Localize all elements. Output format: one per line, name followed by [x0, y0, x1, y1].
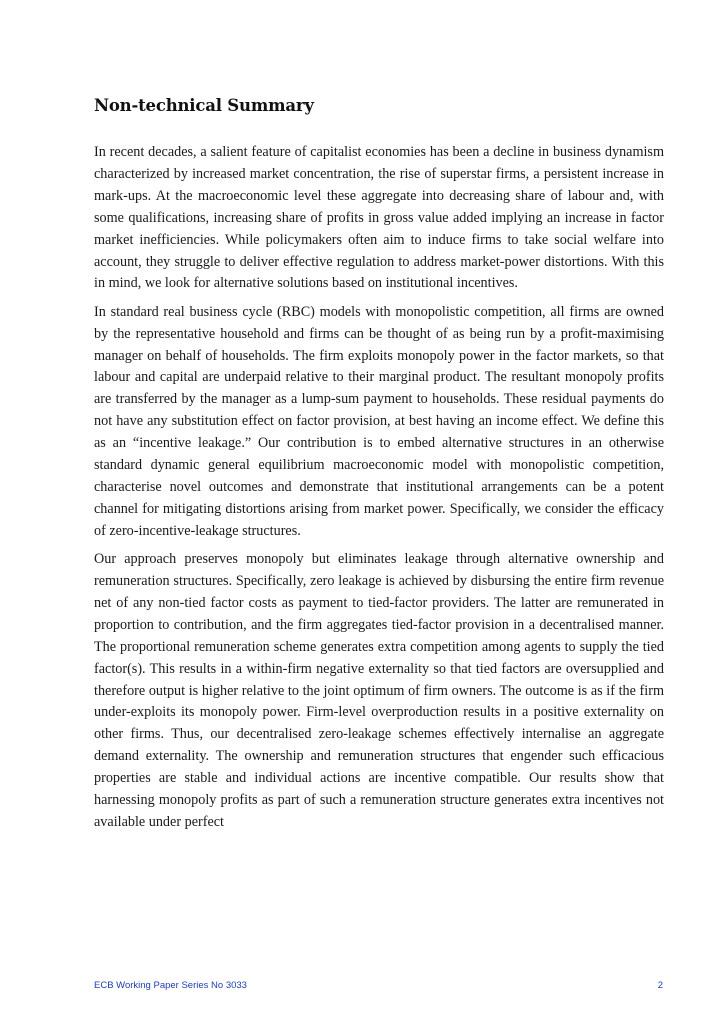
- section-title: Non-technical Summary: [94, 96, 314, 115]
- paragraph-1: In recent decades, a salient feature of capitalist economies has been a decline in business dynamism characterized by increased market concentration, the rise of superstar firms, a persistent increase in mark-ups. At the macroeconomic level these aggregate into decreasing share of labour and, with some qualifications, increasing share of profits in gross value added implying an increase in factor market inefficiencies. While policymakers often aim to induce firms to take social welfare into account, they struggle to deliver effective regulation to address market-power distortions. With this in mind, we look for alternative solutions based on institutional incentives.: [94, 144, 664, 292]
- paragraph-3: Our approach preserves monopoly but eliminates leakage through alternative ownership and remuneration structures. Specifically, zero leakage is achieved by disbursing the entire firm revenue net of any non-tied factor costs as payment to tied-factor providers. The latter are remunerated in proportion to contribution, and the firm aggregates tied-factor provision in a decentralised manner. The proportional remuneration scheme generates extra competition among agents to supply the tied factor(s). This results in a within-firm negative externality so that tied factors are oversupplied and therefore output is higher relative to the joint optimum of firm owners. The outcome is as if the firm under-exploits its monopoly power. Firm-level overproduction results in a positive externality on other firms. Thus, our decentralised zero-leakage schemes effectively internalise an aggregate demand externality. The ownership and remuneration structures that engender such efficacious properties are stable and individual actions are incentive compatible. Our results show that harnessing monopoly profits as part of such a remuneration structure generates extra incentives not available under perfect: [94, 551, 664, 830]
- footer-page-number: 2: [657, 980, 663, 991]
- footer-series-label: ECB Working Paper Series No 3033: [94, 980, 247, 991]
- body-text: [94, 142, 664, 840]
- paragraph-2: In standard real business cycle (RBC) models with monopolistic competition, all firms are owned by the representative household and firms can be thought of as being run by a profit-maximising manager on behalf of households. The firm exploits monopoly power in the factor markets, so that labour and capital are underpaid relative to their marginal product. The resultant monopoly profits are transferred by the manager as a lump-sum payment to households. These residual payments do not have any substitution effect on factor provision, at best having an income effect. We define this as an “incentive leakage.” Our contribution is to embed alternative structures in an otherwise standard dynamic general equilibrium macroeconomic model with monopolistic competition, characterise novel outcomes and demonstrate that institutional arrangements can be a potent channel for mitigating distortions arising from market power. Specifically, we consider the efficacy of zero-incentive-leakage structures.: [94, 303, 664, 539]
